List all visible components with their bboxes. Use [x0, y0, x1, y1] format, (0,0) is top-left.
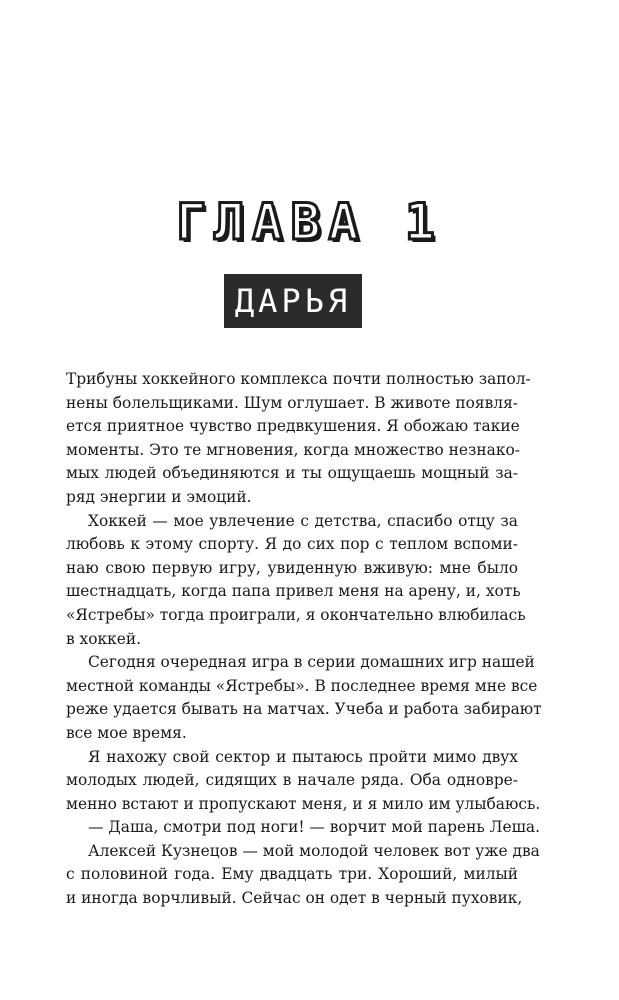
paragraph: [66, 816, 540, 840]
text-line: ется приятное чувство предвкушения. Я обожаю такие: [66, 417, 520, 436]
text-line: шестнадцать, когда папа привел меня на арену, и, хоть: [66, 582, 521, 601]
text-line: — Даша, смотри под ноги! — ворчит мой парень Леша.: [88, 818, 540, 837]
text-line: «Ястребы» тогда проиграли, я окончательно влюбилась: [66, 605, 526, 624]
chapter-body: [66, 368, 542, 911]
narrator-badge: ДАРЬЯ: [224, 274, 362, 328]
paragraph: [66, 840, 540, 911]
paragraph: [66, 746, 541, 817]
paragraph: [66, 368, 531, 510]
text-line: ряд энергии и эмоций.: [66, 487, 252, 506]
chapter-title: ГЛАВА 1: [176, 193, 443, 251]
text-line: реже удается бывать на матчах. Учеба и работа забирают: [66, 700, 542, 719]
text-line: и иногда ворчливый. Сейчас он одет в черный пуховик,: [66, 889, 523, 908]
text-line: местной команды «Ястребы». В последнее время мне все: [66, 676, 538, 695]
text-line: любовь к этому спорту. Я до сих пор с теплом вспоми-: [66, 535, 518, 554]
text-line: в хоккей.: [66, 629, 141, 648]
text-line: моменты. Это те мгновения, когда множество незнако-: [66, 440, 520, 459]
text-line: молодых людей, сидящих в начале ряда. Оба одновре-: [66, 771, 518, 790]
text-line: мых людей объединяются и ты ощущаешь мощный за-: [66, 464, 518, 483]
text-line: Алексей Кузнецов — мой молодой человек вот уже два: [88, 841, 540, 860]
text-line: Я нахожу свой сектор и пытаюсь пройти мимо двух: [88, 747, 518, 766]
text-line: Сегодня очередная игра в серии домашних игр нашей: [88, 653, 535, 672]
text-line: Трибуны хоккейного комплекса почти полностью запол-: [66, 370, 531, 388]
text-line: Хоккей — мое увлечение с детства, спасибо отцу за: [88, 511, 518, 530]
paragraph: [66, 510, 526, 652]
text-line: нены болельщиками. Шум оглушает. В животе появля-: [66, 393, 518, 412]
paragraph: [66, 651, 542, 745]
text-line: наю свою первую игру, увиденную вживую: мне было: [66, 558, 518, 577]
text-line: с половиной года. Ему двадцать три. Хороший, милый: [66, 865, 518, 884]
text-line: менно встают и пропускают меня, и я мило им улыбаюсь.: [66, 794, 541, 813]
text-line: все мое время.: [66, 723, 187, 742]
